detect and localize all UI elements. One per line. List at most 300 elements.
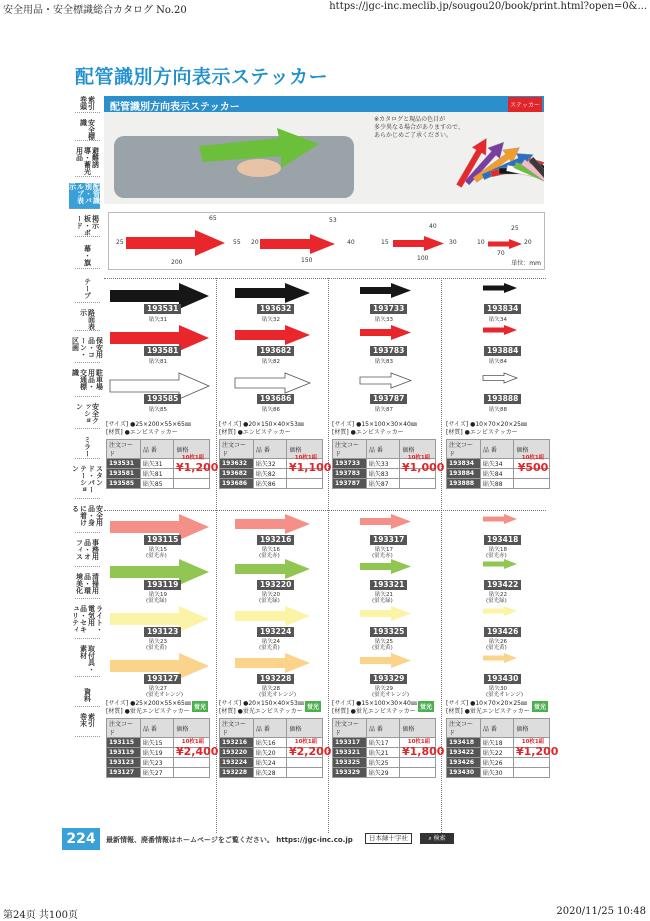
table-header-row (447, 719, 550, 738)
price-set: 10枚1組 (407, 455, 431, 461)
arrow-shape (483, 325, 517, 335)
table-code-cell: 193317 (333, 738, 367, 748)
sidebar-tab[interactable] (75, 96, 100, 113)
table-header-cell: 注文コード (333, 719, 367, 738)
arrow-shape (360, 559, 411, 574)
sidebar-tab[interactable] (75, 713, 100, 737)
product-name: 貼矢21 (375, 592, 393, 598)
product-code: 193426 (484, 627, 521, 637)
arrow-shape (483, 559, 517, 569)
product-name: 貼矢24 (262, 639, 280, 645)
table-header-cell: 品 番 (366, 719, 400, 738)
table-name-cell: 貼矢34 (480, 459, 514, 469)
table-price-cell (287, 768, 323, 778)
product-name: 貼矢31 (149, 317, 167, 323)
table-code-cell: 193426 (447, 758, 481, 768)
sidebar-tab[interactable] (75, 403, 100, 429)
arrow-shape (360, 325, 411, 340)
table-row (220, 758, 323, 768)
product-name: 貼矢20 (262, 592, 280, 598)
table-code-cell: 193321 (333, 748, 367, 758)
table-header-cell: 品 番 (480, 440, 514, 459)
arrow-shape (360, 514, 411, 529)
table-code-cell: 193686 (220, 479, 254, 489)
product-code: 193682 (257, 346, 294, 356)
dimension-label: 20 (251, 239, 259, 246)
product-arrow (482, 605, 519, 617)
table-name-cell: 貼矢31 (140, 459, 174, 469)
product-arrow (359, 513, 413, 530)
spec-material: [材質] ●蛍光エンビステッカー (332, 708, 416, 715)
table-name-cell: 貼矢33 (366, 459, 400, 469)
table-code-cell: 193787 (333, 479, 367, 489)
product-arrow (234, 282, 312, 304)
product-arrow (234, 372, 312, 394)
footer-left-text: 第24页 共100页 (3, 910, 78, 921)
sidebar-tab-label: 駐車場用品・交通標識 (71, 369, 104, 390)
table-code-cell: 193733 (333, 459, 367, 469)
product-arrow (482, 652, 519, 664)
sidebar-tab[interactable] (71, 337, 104, 363)
table-price-cell (400, 479, 436, 489)
product-name: 貼矢17 (375, 547, 393, 553)
arrow-shape (483, 283, 517, 293)
table-header-cell: 品 番 (253, 440, 287, 459)
product-arrow (482, 372, 519, 384)
table-row (333, 758, 436, 768)
dimension-label: 15 (381, 239, 389, 246)
product-code: 193888 (484, 394, 521, 404)
table-header-cell: 注文コード (107, 719, 141, 738)
price-value: ¥500 (517, 461, 549, 474)
product-code: 193581 (144, 346, 181, 356)
hero-note-line: ※カタログと現品の色目が (374, 116, 446, 123)
spec-size: [サイズ] ●25×200×55×65㎜ (106, 421, 191, 428)
dimension-label: 65 (209, 215, 217, 222)
table-code-cell: 193422 (447, 748, 481, 758)
product-color-note: (蛍光黄) (372, 645, 393, 651)
dimension-label: 55 (233, 239, 241, 246)
search-button[interactable] (420, 833, 454, 844)
sidebar-tab[interactable] (71, 369, 104, 397)
table-code-cell: 193834 (447, 459, 481, 469)
table-header-row (220, 719, 323, 738)
product-name: 貼矢88 (489, 407, 507, 413)
arrow-shape (360, 283, 411, 298)
product-color-note: (蛍光赤) (486, 553, 507, 559)
product-arrow (482, 558, 519, 570)
table-name-cell: 貼矢28 (253, 768, 287, 778)
luminous-badge: 蛍光 (532, 701, 548, 712)
table-name-cell: 貼矢87 (366, 479, 400, 489)
sidebar-tab[interactable] (75, 539, 100, 567)
price-set: 10枚1組 (407, 739, 431, 745)
table-price-cell (514, 479, 550, 489)
sidebar-tab[interactable] (75, 435, 100, 459)
table-header-cell: 価格 (174, 440, 210, 459)
product-code: 193632 (257, 304, 294, 314)
sidebar-tab[interactable] (71, 605, 104, 639)
product-arrow (359, 652, 413, 669)
product-arrow (482, 324, 519, 336)
spec-size: [サイズ] ●15×100×30×40㎜ (332, 700, 417, 707)
table-name-cell: 貼矢30 (480, 768, 514, 778)
product-arrow (359, 605, 413, 622)
dimension-label: 25 (116, 239, 124, 246)
product-name: 貼矢33 (375, 317, 393, 323)
dimension-label: 40 (347, 239, 355, 246)
product-code: 193220 (257, 580, 294, 590)
product-code: 193321 (370, 580, 407, 590)
table-header-cell: 価格 (400, 719, 436, 738)
table-row (220, 768, 323, 778)
sidebar-tab[interactable] (75, 645, 100, 677)
table-name-cell: 貼矢19 (140, 748, 174, 758)
sidebar-tab-label: 清掃用品・環境美化 (75, 573, 100, 594)
product-code: 193216 (257, 535, 294, 545)
table-row (447, 479, 550, 489)
table-code-cell: 193123 (107, 758, 141, 768)
sidebar-tab[interactable] (75, 683, 100, 707)
product-color-note: (蛍光緑) (259, 598, 280, 604)
product-name: 貼矢32 (262, 317, 280, 323)
product-code: 193228 (257, 674, 294, 684)
product-name: 貼矢18 (489, 547, 507, 553)
table-header-cell: 注文コード (220, 440, 254, 459)
product-code: 193733 (370, 304, 407, 314)
hero-title-bar: 配管識別方向表示ステッカー (104, 96, 544, 112)
price-value: ¥1,200 (516, 745, 559, 758)
sidebar-tab-label: 避難誘導・蓄光用品 (75, 147, 100, 175)
search-icon: ⌕ (428, 835, 434, 842)
arrow-shape (483, 514, 517, 524)
product-arrow (234, 652, 312, 674)
table-name-cell: 貼矢83 (366, 469, 400, 479)
product-arrow (359, 558, 413, 575)
price-block (516, 737, 559, 758)
table-code-cell: 193220 (220, 748, 254, 758)
table-name-cell: 貼矢27 (140, 768, 174, 778)
table-header-cell: 品 番 (140, 719, 174, 738)
product-name: 貼矢15 (149, 547, 167, 553)
header-url-text: https://jgc-inc.meclib.jp/sougou20/book/print.html?open=0&... (329, 1, 647, 12)
table-name-cell: 貼矢20 (253, 748, 287, 758)
arrow-shape (393, 236, 444, 251)
product-color-note: (蛍光黄) (146, 645, 167, 651)
spec-size: [サイズ] ●20×150×40×53㎜ (219, 700, 304, 707)
table-name-cell: 貼矢29 (366, 768, 400, 778)
table-name-cell: 貼矢18 (480, 738, 514, 748)
price-block (176, 737, 219, 758)
price-block (289, 453, 332, 474)
browser-print-footer (0, 905, 650, 919)
table-header-row (107, 719, 210, 738)
dim-arrow-medium (259, 233, 337, 255)
product-color-note: (蛍光黄) (486, 645, 507, 651)
arrow-shape (260, 234, 335, 254)
product-color-note: (蛍光赤) (372, 553, 393, 559)
product-color-note: (蛍光オレンジ) (372, 692, 410, 698)
hero-banner (104, 96, 544, 204)
sidebar-tab-label: 路面表示 (79, 309, 96, 330)
table-name-cell: 貼矢16 (253, 738, 287, 748)
product-code: 193686 (257, 394, 294, 404)
sidebar-tab[interactable] (75, 243, 100, 269)
table-row (333, 768, 436, 778)
dimension-diagram (108, 212, 545, 270)
dimension-label: 100 (417, 255, 429, 262)
spec-size: [サイズ] ●10×70×20×25㎜ (446, 421, 527, 428)
table-name-cell: 貼矢88 (480, 479, 514, 489)
table-header-cell: 品 番 (366, 440, 400, 459)
dim-arrow-mini (487, 238, 524, 250)
sidebar-tab[interactable] (75, 147, 100, 177)
product-arrow (234, 324, 312, 346)
price-value: ¥2,400 (176, 745, 219, 758)
spec-material: [材質] ●蛍光エンビステッカー (219, 708, 303, 715)
product-name: 貼矢28 (262, 686, 280, 692)
table-header-cell: 価格 (287, 719, 323, 738)
product-name: 貼矢29 (375, 686, 393, 692)
hero-note-line: 多少異なる場合がありますので、 (374, 124, 464, 131)
arrow-shape (360, 373, 411, 388)
product-name: 貼矢16 (262, 547, 280, 553)
price-value: ¥2,200 (289, 745, 332, 758)
table-price-cell (174, 758, 210, 768)
table-header-cell: 注文コード (447, 440, 481, 459)
sidebar-tab-label: テープ (83, 278, 92, 299)
sidebar-tab[interactable] (75, 119, 100, 141)
product-code: 193585 (144, 394, 181, 404)
product-arrow (482, 282, 519, 294)
sidebar-tab[interactable] (75, 309, 100, 331)
table-code-cell: 193884 (447, 469, 481, 479)
table-code-cell: 193127 (107, 768, 141, 778)
table-code-cell: 193418 (447, 738, 481, 748)
table-code-cell: 193430 (447, 768, 481, 778)
product-name: 貼矢23 (149, 639, 167, 645)
product-color-note: (蛍光緑) (146, 598, 167, 604)
dim-arrow-large (125, 229, 227, 257)
sidebar-tab-label: 安全クッション (75, 403, 100, 424)
dimension-label: 200 (171, 259, 183, 266)
product-arrow (359, 282, 413, 299)
product-name: 貼矢34 (489, 317, 507, 323)
table-name-cell: 貼矢26 (480, 758, 514, 768)
product-code: 193317 (370, 535, 407, 545)
sidebar-tab-label: ライト・電気用品・セキュリティ (71, 605, 104, 633)
spec-size: [サイズ] ●10×70×20×25㎜ (446, 700, 527, 707)
table-row (107, 479, 210, 489)
table-price-cell (400, 758, 436, 768)
spec-material: [材質] ●エンビステッカー (446, 429, 518, 436)
table-price-cell (174, 768, 210, 778)
search-label: 検索 (433, 835, 446, 842)
company-name-box: 日本緑十字社 (365, 833, 412, 844)
table-price-cell (287, 758, 323, 768)
product-code: 193329 (370, 674, 407, 684)
product-color-note: (蛍光オレンジ) (259, 692, 297, 698)
arrow-shape (483, 373, 517, 383)
dimension-label: 30 (449, 239, 457, 246)
sidebar-tab[interactable] (69, 183, 100, 209)
price-value: ¥1,000 (402, 461, 445, 474)
price-value: ¥1,200 (176, 461, 219, 474)
table-name-cell: 貼矢25 (366, 758, 400, 768)
arrow-shape (483, 653, 517, 663)
table-row (447, 758, 550, 768)
product-arrow (234, 558, 312, 580)
product-arrow (482, 513, 519, 525)
product-name: 貼矢27 (149, 686, 167, 692)
row-separator (104, 278, 546, 279)
table-row (107, 768, 210, 778)
product-name: 貼矢86 (262, 407, 280, 413)
table-price-cell (514, 768, 550, 778)
table-code-cell: 193531 (107, 459, 141, 469)
sidebar-tab-label: 事務用品・オフィス (75, 539, 100, 560)
table-name-cell: 貼矢81 (140, 469, 174, 479)
arrow-shape (488, 239, 522, 249)
product-arrow (359, 372, 413, 389)
dim-arrow-small (392, 235, 446, 252)
sidebar-tab-label: 掲示板・ボード (75, 215, 100, 236)
arrow-shape (235, 514, 310, 534)
dimension-label: 53 (329, 217, 337, 224)
table-code-cell: 193682 (220, 469, 254, 479)
product-arrow (359, 324, 413, 341)
arrow-shape (235, 653, 310, 673)
table-code-cell: 193224 (220, 758, 254, 768)
table-row (447, 768, 550, 778)
spec-material: [材質] ●蛍光エンビステッカー (446, 708, 530, 715)
product-name: 貼矢82 (262, 359, 280, 365)
product-name: 貼矢81 (149, 359, 167, 365)
table-name-cell: 貼矢17 (366, 738, 400, 748)
product-code: 193787 (370, 394, 407, 404)
table-header-cell: 価格 (514, 440, 550, 459)
price-set: 10枚1組 (181, 739, 205, 745)
table-code-cell: 193329 (333, 768, 367, 778)
table-name-cell: 貼矢23 (140, 758, 174, 768)
sidebar-tab-label: 索引 巻末 (79, 713, 96, 727)
product-color-note: (蛍光緑) (372, 598, 393, 604)
table-code-cell: 193581 (107, 469, 141, 479)
table-code-cell: 193228 (220, 768, 254, 778)
arrow-shape (360, 653, 411, 668)
arrow-samples-photo (439, 116, 544, 204)
table-name-cell: 貼矢82 (253, 469, 287, 479)
table-header-cell: 注文コード (220, 719, 254, 738)
table-code-cell: 193632 (220, 459, 254, 469)
row-separator (104, 510, 546, 511)
table-code-cell: 193585 (107, 479, 141, 489)
table-price-cell (287, 479, 323, 489)
browser-print-header (0, 0, 650, 14)
table-name-cell: 貼矢22 (480, 748, 514, 758)
luminous-badge: 蛍光 (418, 701, 434, 712)
hero-note-line: あらかじめご了承ください。 (374, 132, 453, 139)
table-code-cell: 193119 (107, 748, 141, 758)
page-number: 224 (62, 828, 100, 850)
table-price-cell (400, 768, 436, 778)
header-left-text: 安全用品・安全標識総合カタログ No.20 (3, 5, 187, 16)
table-header-cell: 価格 (514, 719, 550, 738)
product-name: 貼矢84 (489, 359, 507, 365)
sidebar-tab-label: 資料 (83, 687, 92, 702)
price-block (289, 737, 332, 758)
price-set: 10枚1組 (521, 739, 545, 745)
product-code: 193127 (144, 674, 181, 684)
footer-text: 最新情報、廃番情報はホームページをご覧ください。 https://jgc-inc.co.jp (106, 836, 353, 844)
product-name: 貼矢87 (375, 407, 393, 413)
sidebar-tab[interactable] (75, 215, 100, 237)
product-name: 貼矢85 (149, 407, 167, 413)
sidebar-tab-label: 幕・旗 (83, 245, 92, 266)
price-block (402, 737, 445, 758)
product-code: 193531 (144, 304, 181, 314)
arrow-shape (235, 325, 310, 345)
table-header-cell: 価格 (174, 719, 210, 738)
footer-date-text: 2020/11/25 10:48 (556, 906, 646, 917)
price-block (402, 453, 445, 474)
sidebar-tab[interactable] (75, 275, 100, 303)
sidebar-tab-label: 取付具・素材 (79, 645, 96, 673)
price-set: 10枚1組 (294, 739, 318, 745)
arrow-shape (235, 283, 310, 303)
product-color-note: (蛍光緑) (486, 598, 507, 604)
sidebar-tab[interactable] (71, 505, 104, 533)
product-arrow (234, 513, 312, 535)
dimension-label: 25 (511, 225, 519, 232)
product-arrow (234, 605, 312, 627)
spec-size: [サイズ] ●15×100×30×40㎜ (332, 421, 417, 428)
product-color-note: (蛍光黄) (259, 645, 280, 651)
product-code: 193325 (370, 627, 407, 637)
sidebar-tab-label: 保安用品・コーン・区画 (71, 337, 104, 358)
table-name-cell: 貼矢15 (140, 738, 174, 748)
sidebar-tab[interactable] (71, 465, 104, 499)
table-row (220, 479, 323, 489)
sidebar-tab[interactable] (75, 573, 100, 599)
table-code-cell: 193216 (220, 738, 254, 748)
arrow-shape (483, 606, 517, 616)
arrow-shape (360, 606, 411, 621)
sticker-tag-badge: ステッカー (508, 97, 542, 112)
dimension-label: 150 (301, 257, 313, 264)
product-color-note: (蛍光オレンジ) (146, 692, 184, 698)
luminous-badge: 蛍光 (192, 701, 208, 712)
product-name: 貼矢26 (489, 639, 507, 645)
product-code: 193834 (484, 304, 521, 314)
sidebar-tab-label: ミラー (83, 436, 92, 457)
green-arrow-sticker-photo (199, 128, 329, 178)
table-header-cell: 注文コード (447, 719, 481, 738)
table-name-cell: 貼矢21 (366, 748, 400, 758)
spec-material: [材質] ●エンビステッカー (219, 429, 291, 436)
product-code: 193884 (484, 346, 521, 356)
product-code: 193224 (257, 627, 294, 637)
price-block (176, 453, 219, 474)
table-code-cell: 193888 (447, 479, 481, 489)
table-header-cell: 注文コード (107, 440, 141, 459)
sidebar-tab-label: 索引 巻頭 (79, 96, 96, 110)
table-price-cell (174, 479, 210, 489)
product-code: 193119 (144, 580, 181, 590)
spec-material: [材質] ●蛍光エンビステッカー (106, 708, 190, 715)
table-price-cell (514, 758, 550, 768)
table-header-cell: 品 番 (480, 719, 514, 738)
